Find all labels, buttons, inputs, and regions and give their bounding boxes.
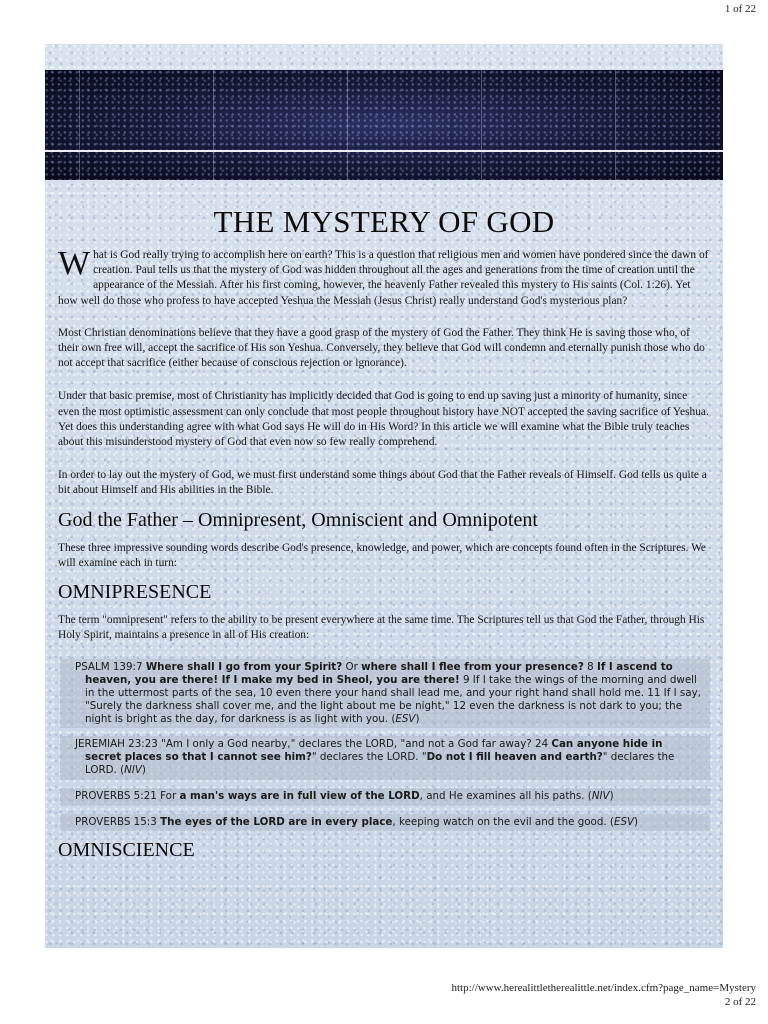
verse-text: 9 If I take the wings of the morning and dwell in the uttermost parts of the sea, 10 even there your hand shall lead me, and your right hand shall hold me. 11 If I say, "Surely the darkness shall cover me, and the light about me be night," 12 even the darkness is not dark to you; the night is bright as the day, for darkness is as light with you. (: [85, 674, 701, 725]
verse-reference: PROVERBS 15:3: [75, 815, 161, 828]
verse-reference: JEREMIAH 23:23: [75, 738, 162, 751]
banner-grid-line: [213, 70, 214, 180]
intro-paragraph: [58, 245, 710, 309]
verse-text: " declares the LORD. (: [85, 751, 675, 777]
bible-version: NIV: [124, 764, 142, 777]
bible-version: ESV: [395, 712, 416, 725]
page-number-top: 1 of 22: [724, 3, 756, 15]
verse-text: , keeping watch on the evil and the good. (: [392, 815, 614, 828]
verse-emphasis: Can anyone hide in secret places so that I cannot see him?: [85, 738, 663, 764]
verse-text: ): [415, 712, 420, 725]
verse-text: , and He examines all his paths. (: [419, 789, 592, 802]
paragraph: In order to lay out the mystery of God, we must first understand some things about God that the Father reveals of Himself. God tells us quite a bit about Himself and His abilities in the Bible.: [58, 469, 707, 497]
drop-cap: W: [58, 245, 91, 282]
banner-grid-line: [347, 70, 348, 180]
banner-grid-line: [79, 70, 80, 180]
intro-text: hat is God really trying to accomplish here on earth? This is a question that religious men and women have pondered since the dawn of creation. Paul tells us that the mystery of God was hidden throughout all the ages and generations from the time of creation until the appearance of the Messiah. After his first coming, however, the heavenly Father revealed this mystery to His saints (Col. 1:26). Yet how well do those who profess to have accepted Yeshua the Messiah (Jesus Christ) really understand God's mysterious plan?: [58, 249, 709, 307]
verse-emphasis: Where shall I go from your Spirit?: [145, 661, 343, 674]
paragraph: Under that basic premise, most of Christianity has implicitly decided that God is going to end up saving just a minority of humanity, since even the most optimistic assessment can only conclude that most people throughout history have NOT accepted the saving sacrifice of Yeshua. Yet does this understanding agree with what God says He will do in His Word? In this article we will examine what the Bible truly teaches about this misunderstood mystery of God that even now so few really comprehend.: [58, 390, 709, 449]
source-url: http://www.herealittletherealittle.net/index.cfm?page_name=Mystery: [451, 982, 756, 994]
verse-text: Or: [342, 661, 362, 674]
scripture-quote-jeremiah-23: [60, 736, 710, 779]
omnipresence-text: The term "omnipresent" refers to the ability to be present everywhere at the same time. The Scriptures tell us that God the Father, through His Holy Spirit, maintains a presence in all of His creation:: [58, 614, 705, 642]
verse-emphasis: a man's ways are in full view of the LORD: [179, 789, 420, 802]
verse-reference: PSALM 139:7: [75, 661, 146, 674]
page-number-bottom: 2 of 22: [724, 996, 756, 1008]
verse-text: ): [634, 815, 639, 828]
document-page: [45, 44, 723, 948]
verse-text: For: [160, 789, 180, 802]
verse-emphasis: where shall I flee from your presence?: [361, 661, 584, 674]
banner-grid-line: [615, 70, 616, 180]
paragraph: Most Christian denominations believe that they have a good grasp of the mystery of God the Father. They think He is saving those who, of their own free will, accept the sacrifice of His son Yeshua. Conversely, they believe that God will condemn and eternally punish those who do not accept that sacrifice (either because of conscious rejection or ignorance).: [58, 326, 705, 370]
verse-text: "Am I only a God nearby," declares the LORD, "and not a God far away? 24: [161, 738, 552, 751]
banner-grid-line: [481, 70, 482, 180]
section-heading-omniscience: OMNISCIENCE: [58, 839, 195, 862]
verse-text: 8: [583, 661, 597, 674]
banner-divider: [45, 150, 723, 152]
article-body: [58, 204, 710, 871]
bible-version: ESV: [613, 815, 635, 828]
section-intro-text: These three impressive sounding words describe God's presence, knowledge, and power, which are concepts found often in the Scriptures. We will examine each in turn:: [58, 541, 706, 569]
article-title: THE MYSTERY OF GOD: [213, 204, 555, 239]
header-banner: [45, 70, 723, 180]
scripture-quote-proverbs-5: [60, 788, 710, 806]
section-heading-omnipresence: OMNIPRESENCE: [58, 581, 212, 604]
verse-emphasis: If I ascend to heaven, you are there! If I make my bed in Sheol, you are there!: [85, 661, 673, 687]
scripture-quote-psalm-139: [60, 659, 710, 728]
verse-reference: PROVERBS 5:21: [75, 789, 161, 802]
section-heading-god-the-father: God the Father – Omnipresent, Omniscient and Omnipotent: [58, 508, 538, 531]
bible-version: NIV: [591, 789, 610, 802]
verse-text: ): [141, 764, 146, 777]
scripture-quote-proverbs-15: [60, 814, 710, 832]
verse-text: ): [609, 789, 614, 802]
verse-emphasis: The eyes of the LORD are in every place: [160, 815, 393, 828]
verse-emphasis: Do not I fill heaven and earth?: [426, 751, 603, 764]
verse-text: " declares the LORD. ": [311, 751, 427, 764]
